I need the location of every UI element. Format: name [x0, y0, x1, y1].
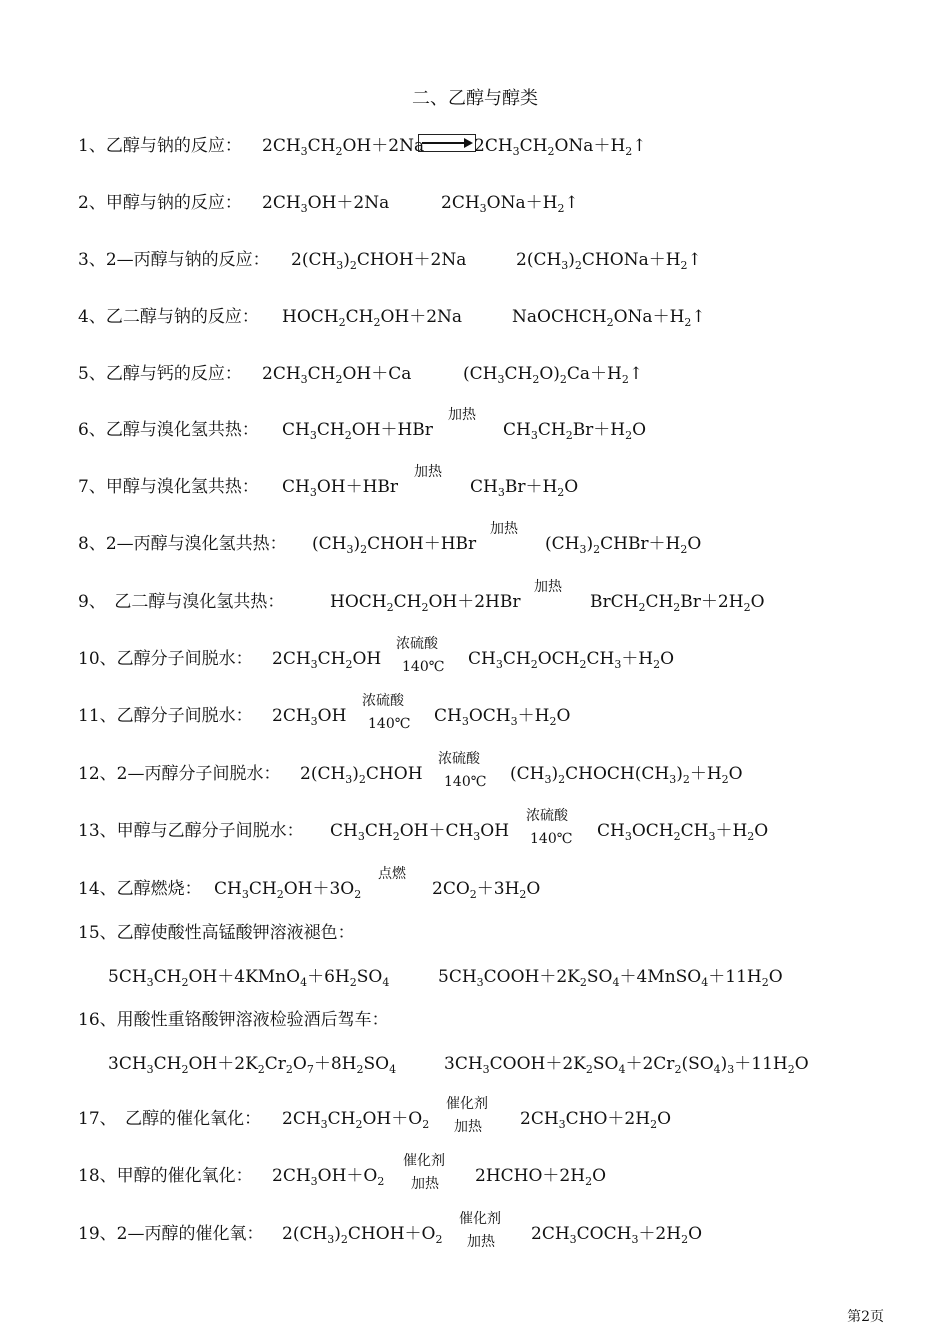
reactants: $HOCH_2CH_2OH+2Na$: [282, 307, 463, 329]
reaction-line: [0, 917, 950, 957]
reaction-line: [0, 1004, 950, 1044]
condition-top: 催化剂: [446, 1096, 488, 1112]
products: $CH_3OCH_3+H_2O$: [434, 706, 571, 728]
condition-top: 加热: [534, 579, 562, 595]
reaction-line: [0, 464, 950, 511]
reactants: $2CH_3CH_2OH+Ca$: [262, 364, 412, 386]
reactants: $CH_3OH+HBr$: [282, 477, 399, 499]
products: $CH_3OCH_2CH_3+H_2O$: [597, 821, 769, 843]
reaction-line: [0, 751, 950, 798]
condition-bottom: 140℃: [368, 716, 411, 732]
reaction-line: [0, 579, 950, 626]
reactants: $3CH_3CH_2OH+2K_2Cr_2O_7+8H_2SO_4$: [108, 1054, 397, 1076]
reaction-label: 1、乙醇与钠的反应：: [78, 136, 242, 156]
products: $(CH_3)_2CHOCH(CH_3)_2+H_2O$: [510, 764, 743, 786]
reactants: $CH_3CH_2OH+3O_2$: [214, 879, 362, 901]
reaction-line: [0, 521, 950, 568]
reactants: $2(CH_3)_2CHOH+2Na$: [291, 250, 467, 272]
reactants: $CH_3CH_2OH+HBr$: [282, 420, 433, 442]
reaction-line: [0, 358, 950, 398]
condition-top: 催化剂: [403, 1153, 445, 1169]
products: $(CH_3CH_2O)_2Ca+H_2↑$: [463, 364, 644, 386]
reaction-line: [0, 1211, 950, 1258]
products: $CH_3Br+H_2O$: [470, 477, 579, 499]
reaction-line: [0, 244, 950, 284]
reaction-label: 7、甲醇与溴化氢共热：: [78, 477, 259, 497]
reaction-label: 14、乙醇燃烧：: [78, 879, 202, 899]
reaction-label: 18、甲醇的催化氧化：: [78, 1166, 253, 1186]
reaction-line: [0, 187, 950, 227]
products: $3CH_3COOH+2K_2SO_4+2Cr_2(SO_4)_3+11H_2O$: [444, 1054, 809, 1076]
reactants: $2CH_3CH_2OH$: [272, 649, 382, 671]
products: $2CO_2+3H_2O$: [432, 879, 541, 901]
reaction-line: [0, 693, 950, 740]
products: $2(CH_3)_2CHONa+H_2↑$: [516, 250, 702, 272]
reaction-line: [0, 1048, 950, 1088]
reaction-label: 6、乙醇与溴化氢共热：: [78, 420, 259, 440]
reactants: $(CH_3)_2CHOH+HBr$: [312, 534, 477, 556]
reaction-label: 8、2—丙醇与溴化氢共热：: [78, 534, 287, 554]
condition-top: 加热: [490, 521, 518, 537]
reaction-label: 10、乙醇分子间脱水：: [78, 649, 253, 669]
products: $2CH_3ONa+H_2↑$: [441, 193, 579, 215]
reactants: $2CH_3CH_2OH+O_2$: [282, 1109, 430, 1131]
reaction-line: [0, 130, 950, 170]
condition-bottom: 140℃: [402, 659, 445, 675]
condition-top: 浓硫酸: [438, 751, 480, 767]
condition-top: 浓硫酸: [362, 693, 404, 709]
reaction-label: 9、 乙二醇与溴化氢共热：: [78, 592, 285, 612]
condition-top: 催化剂: [459, 1211, 501, 1227]
products: $CH_3CH_2Br+H_2O$: [503, 420, 647, 442]
reaction-arrow: [418, 134, 476, 152]
products: $BrCH_2CH_2Br+2H_2O$: [590, 592, 765, 614]
reaction-line: [0, 301, 950, 341]
reaction-label: 12、2—丙醇分子间脱水：: [78, 764, 281, 784]
reaction-label: 17、 乙醇的催化氧化：: [78, 1109, 262, 1129]
products: $CH_3CH_2OCH_2CH_3+H_2O$: [468, 649, 675, 671]
reactants: $2CH_3OH$: [272, 706, 347, 728]
products: $2CH_3COCH_3+2H_2O$: [531, 1224, 703, 1246]
reaction-line: [0, 636, 950, 683]
page-number: 第2页: [847, 1309, 884, 1325]
reactants: $2CH_3OH+2Na$: [262, 193, 390, 215]
products: $(CH_3)_2CHBr+H_2O$: [545, 534, 702, 556]
reactants: $2CH_3CH_2OH+2Na$: [262, 136, 425, 158]
reactants: $2CH_3OH+O_2$: [272, 1166, 385, 1188]
products: $2CH_3CH_2ONa+H_2↑$: [474, 136, 647, 158]
reaction-line: [0, 866, 950, 913]
reaction-label: 3、2—丙醇与钠的反应：: [78, 250, 270, 270]
condition-bottom: 加热: [411, 1176, 439, 1192]
condition-bottom: 140℃: [530, 831, 573, 847]
reaction-label: 4、乙二醇与钠的反应：: [78, 307, 259, 327]
condition-top: 加热: [448, 407, 476, 423]
reaction-line: [0, 407, 950, 454]
reaction-label: 13、甲醇与乙醇分子间脱水：: [78, 821, 304, 841]
reaction-label: 11、乙醇分子间脱水：: [78, 706, 253, 726]
reactants: $HOCH_2CH_2OH+2HBr$: [330, 592, 521, 614]
reaction-line: [0, 961, 950, 1001]
products: $5CH_3COOH+2K_2SO_4+4MnSO_4+11H_2O$: [438, 967, 783, 989]
condition-top: 点燃: [378, 866, 406, 882]
products: $NaOCHCH_2ONa+H_2↑$: [512, 307, 706, 329]
condition-bottom: 140℃: [444, 774, 487, 790]
reactants: $5CH_3CH_2OH+4KMnO_4+6H_2SO_4$: [108, 967, 390, 989]
reactants: $2(CH_3)_2CHOH$: [300, 764, 423, 786]
reaction-label: 19、2—丙醇的催化氧：: [78, 1224, 264, 1244]
reaction-label: 16、用酸性重铬酸钾溶液检验酒后驾车：: [78, 1010, 389, 1030]
reaction-line: [0, 1153, 950, 1200]
reaction-label: 5、乙醇与钙的反应：: [78, 364, 242, 384]
reaction-label: 2、甲醇与钠的反应：: [78, 193, 242, 213]
products: $2CH_3CHO+2H_2O$: [520, 1109, 672, 1131]
reaction-label: 15、乙醇使酸性高锰酸钾溶液褪色：: [78, 923, 355, 943]
reactants: $2(CH_3)_2CHOH+O_2$: [282, 1224, 443, 1246]
products: $2HCHO+2H_2O$: [475, 1166, 606, 1188]
reaction-line: [0, 1096, 950, 1143]
reaction-line: [0, 808, 950, 855]
condition-top: 加热: [414, 464, 442, 480]
page-title: 二、乙醇与醇类: [412, 88, 538, 109]
condition-top: 浓硫酸: [396, 636, 438, 652]
condition-bottom: 加热: [454, 1119, 482, 1135]
condition-top: 浓硫酸: [526, 808, 568, 824]
condition-bottom: 加热: [467, 1234, 495, 1250]
reactants: $CH_3CH_2OH+CH_3OH$: [330, 821, 510, 843]
